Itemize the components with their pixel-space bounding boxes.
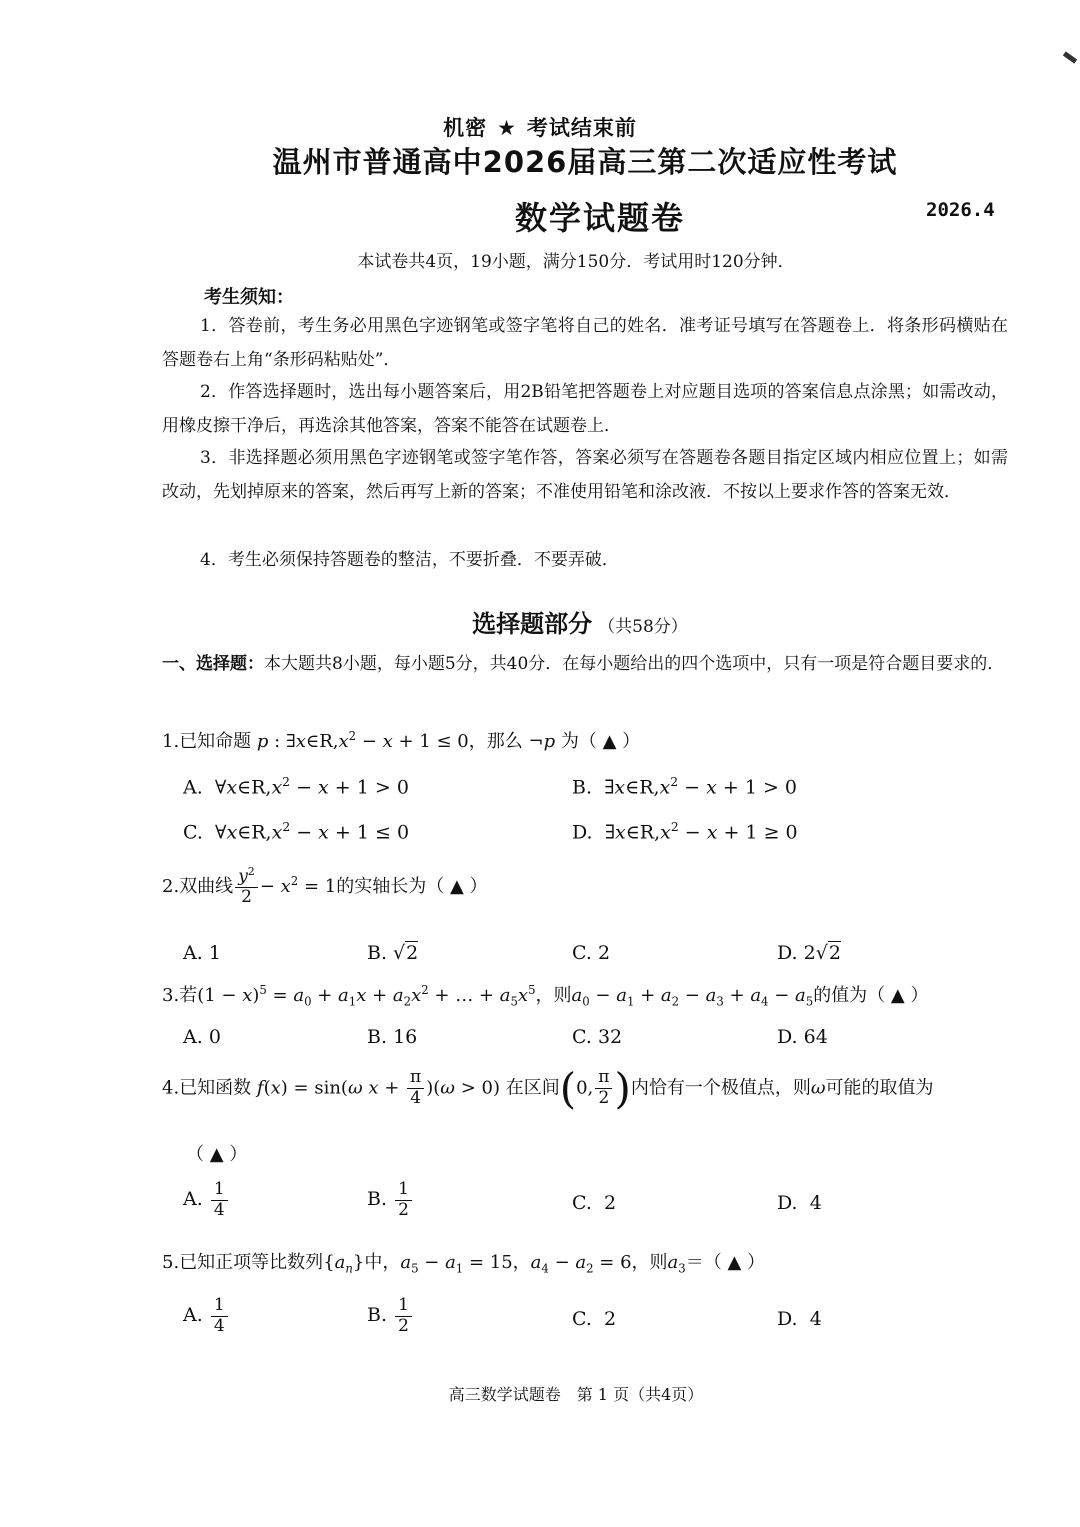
option-2c bbox=[572, 942, 610, 964]
option-2d: D. 2√2 bbox=[777, 942, 841, 964]
option-1b: B. $\exists x\in R,x^2 - x + 1 > 0$ bbox=[572, 775, 798, 799]
option-label: A. bbox=[183, 1304, 203, 1327]
option-value: 4 bbox=[809, 1192, 822, 1214]
notice-item-2: 2．作答选择题时，选出每小题答案后，用2B铅笔把答题卷上对应题目选项的答案信息点涂黑；如需改动，用橡皮擦干净后，再选涂其他答案，答案不能答在试题卷上． bbox=[162, 382, 1008, 436]
option-4b bbox=[367, 1180, 414, 1220]
option-value: 2 bbox=[597, 942, 611, 964]
question-text: 若 bbox=[179, 985, 198, 1006]
option-label: C. bbox=[572, 1308, 592, 1330]
scan-mark bbox=[1063, 51, 1077, 63]
option-label: D. bbox=[572, 821, 593, 844]
option-label: A. bbox=[183, 942, 203, 964]
confidential-line bbox=[0, 112, 1080, 142]
option-value: 32 bbox=[597, 1026, 623, 1048]
option-1d: D. $\exists x\in R,x^2 - x + 1 \ge 0$ bbox=[572, 820, 798, 844]
question-text: ） bbox=[747, 1252, 766, 1273]
option-value: 4 bbox=[809, 1308, 822, 1330]
fraction: $\frac{1}{4}$ bbox=[211, 1180, 228, 1220]
option-3b bbox=[367, 1026, 417, 1048]
question-number: 3. bbox=[162, 985, 180, 1006]
question-4-answer bbox=[186, 1140, 247, 1166]
notice-item-1: 1．答卷前，考生务必用黑色字迹钢笔或签字笔将自己的姓名．准考证号填写在答题卷上．将条形码横贴在答题卷右上角“条形码粘贴处”． bbox=[162, 316, 1008, 370]
section-heading bbox=[0, 604, 1080, 639]
option-value: 2 bbox=[604, 1192, 617, 1214]
question-number: 5. bbox=[162, 1252, 180, 1273]
option-label: A. bbox=[183, 1026, 203, 1048]
option-2a bbox=[183, 942, 221, 964]
option-label: D. bbox=[777, 1026, 798, 1048]
notice-item-4: 4．考生必须保持答题卷的整洁，不要折叠．不要弄破． bbox=[200, 550, 619, 570]
question-text: 已知函数 bbox=[179, 1077, 252, 1099]
answer-triangle-icon: ▲ bbox=[209, 1144, 224, 1165]
option-4a bbox=[183, 1180, 230, 1220]
question-text: 为（ bbox=[560, 731, 597, 752]
option-4c bbox=[572, 1192, 616, 1214]
option-label: C. bbox=[572, 1026, 592, 1048]
section-title: 选择题部分 bbox=[472, 610, 593, 638]
option-label: B. bbox=[367, 942, 388, 964]
question-number: 4. bbox=[162, 1077, 180, 1099]
question-text: ） bbox=[469, 875, 488, 897]
option-5b bbox=[367, 1296, 414, 1336]
option-3d bbox=[777, 1026, 828, 1048]
confidential-right: 考试结束前 bbox=[526, 116, 637, 140]
option-label: D. bbox=[777, 1308, 798, 1330]
option-5d bbox=[777, 1308, 822, 1330]
question-text: ） bbox=[622, 731, 641, 752]
page-footer: 高三数学试题卷 第 1 页（共4页） bbox=[448, 1385, 704, 1404]
question-number: 2. bbox=[162, 875, 180, 897]
option-value: 2 bbox=[828, 942, 841, 964]
option-value: 16 bbox=[393, 1026, 418, 1048]
option-1c: C. $\forall x\in R,x^2 - x + 1 \le 0$ bbox=[183, 820, 410, 844]
section-points: （共58分） bbox=[598, 617, 688, 637]
question-text: 已知命题 bbox=[179, 731, 252, 752]
question-text: 可能的取值为 bbox=[825, 1077, 934, 1099]
fraction: $\frac{\pi}{4}$ bbox=[407, 1068, 424, 1108]
question-5: 5.已知正项等比数列$\{a_n\}$中，$a_5 - a_1 = 15$，$a_4 - a_2 = 6$，则$a_3=$（ ▲ ） bbox=[162, 1252, 766, 1276]
question-text: ，则 bbox=[535, 985, 572, 1006]
option-2b: B. √2 bbox=[367, 942, 419, 964]
option-label: C. bbox=[183, 821, 203, 844]
question-text: 中， bbox=[364, 1252, 401, 1273]
question-text: ，则 bbox=[631, 1252, 668, 1273]
option-value: 2 bbox=[406, 942, 419, 964]
fraction: $\frac{1}{2}$ bbox=[395, 1296, 412, 1336]
question-3: 3.若$(1 - x)^5 = a_0 + a_1x + a_2x^2$ + … + $a_5x^5$，则$a_0 - a_1 + a_2 - a_3 + a_4 - a_5$的值为（ ▲ ） bbox=[162, 983, 929, 1009]
question-text: 的实轴长为（ bbox=[336, 875, 445, 897]
fraction: $\frac{\pi}{2}$ bbox=[595, 1068, 612, 1108]
question-text: 在区间 bbox=[505, 1077, 560, 1099]
part-text: 本大题共8小题，每小题5分，共40分．在每小题给出的四个选项中，只有一项是符合题目要求的． bbox=[264, 654, 1005, 674]
question-text: 已知正项等比数列 bbox=[179, 1252, 324, 1273]
part-label: 一、选择题： bbox=[162, 654, 264, 674]
exam-title: 温州市普通高中2026届高三第二次适应性考试 bbox=[272, 145, 898, 179]
question-text: （ bbox=[186, 1144, 204, 1165]
question-text: ） bbox=[910, 985, 929, 1006]
answer-triangle-icon: ▲ bbox=[602, 731, 617, 752]
question-4: 4.已知函数 f(x) = sin(ω x + $\frac{\pi}{4}$ )(ω > 0) 在区间(0, $\frac{\pi}{2}$ )内恰有一个极值点，则ω可能的取值为 bbox=[162, 1064, 934, 1113]
option-label: A. bbox=[183, 1188, 203, 1211]
option-label: B. bbox=[367, 1026, 388, 1048]
question-text: 内恰有一个极值点，则 bbox=[630, 1077, 811, 1099]
answer-triangle-icon: ▲ bbox=[890, 985, 905, 1006]
star-icon: ★ bbox=[497, 116, 517, 140]
question-1: 1.已知命题 p : $\exists x\in R,x^2 - x + 1 \le 0$，那么 ¬p 为（ ▲ ） bbox=[162, 729, 641, 752]
notice-item-3: 3．非选择题必须用黑色字迹钢笔或签字笔作答，答案必须写在答题卷各题目指定区域内相应位置上；如需改动，先划掉原来的答案，然后再写上新的答案；不准使用铅笔和涂改液．不按以上要求作答的答案无效． bbox=[162, 448, 1008, 502]
fraction: $\frac{y^2}{2}$ bbox=[235, 866, 258, 908]
option-5c bbox=[572, 1308, 616, 1330]
answer-triangle-icon: ▲ bbox=[449, 875, 464, 897]
option-label: D. bbox=[777, 942, 798, 964]
question-text: ，那么 bbox=[468, 731, 523, 752]
question-text: ＝（ bbox=[685, 1252, 722, 1273]
question-2: 2.双曲线 $\frac{y^2}{2}$ − $x^2 = 1$的实轴长为（ ▲ ） bbox=[162, 865, 488, 908]
notice-title: 考生须知： bbox=[204, 287, 294, 308]
option-3a bbox=[183, 1026, 221, 1048]
option-value: 0 bbox=[208, 1026, 221, 1048]
question-text: 的值为（ bbox=[813, 985, 886, 1006]
option-4d bbox=[777, 1192, 822, 1214]
option-label: C. bbox=[572, 1192, 592, 1214]
confidential-left: 机密 bbox=[443, 116, 488, 140]
question-text: ） bbox=[229, 1144, 248, 1165]
option-3c bbox=[572, 1026, 622, 1048]
option-1a: A. $\forall x\in R,x^2 - x + 1 > 0$ bbox=[183, 775, 409, 799]
option-value: 1 bbox=[208, 942, 221, 964]
question-text: 双曲线 bbox=[179, 875, 234, 897]
fraction: $\frac{1}{4}$ bbox=[211, 1296, 228, 1336]
fraction: $\frac{1}{2}$ bbox=[395, 1180, 412, 1220]
option-5a bbox=[183, 1296, 230, 1336]
exam-subtitle: 数学试题卷 bbox=[514, 199, 685, 237]
question-number: 1. bbox=[162, 731, 180, 752]
exam-info: 本试卷共4页，19小题，满分150分．考试用时120分钟． bbox=[357, 252, 795, 272]
exam-date: 2026.4 bbox=[926, 199, 995, 221]
option-label: A. bbox=[183, 776, 203, 799]
part-instructions bbox=[162, 646, 1008, 683]
option-label: B. bbox=[572, 776, 593, 799]
option-label: D. bbox=[777, 1192, 798, 1214]
option-label: B. bbox=[367, 1188, 388, 1211]
option-value: 2 bbox=[604, 1308, 617, 1330]
option-label: B. bbox=[367, 1304, 388, 1327]
option-value: 64 bbox=[803, 1026, 828, 1048]
option-label: C. bbox=[572, 942, 592, 964]
answer-triangle-icon: ▲ bbox=[727, 1252, 742, 1273]
